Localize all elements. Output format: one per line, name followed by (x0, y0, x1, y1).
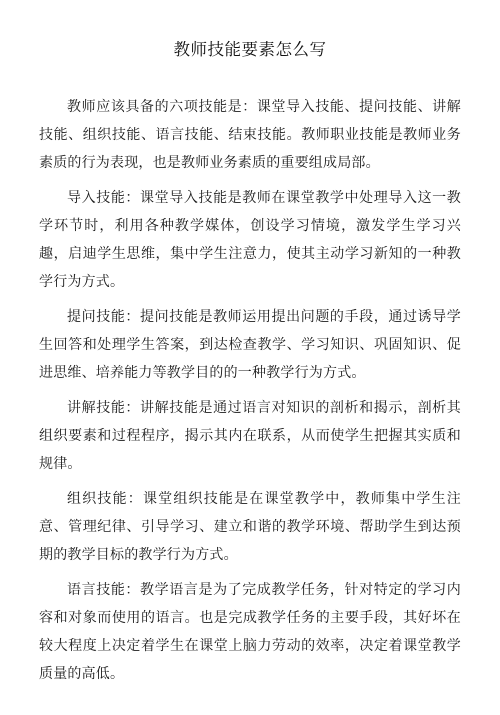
document-title: 教师技能要素怎么写 (173, 40, 327, 59)
paragraph-introduction-skill: 导入技能：课堂导入技能是教师在课堂教学中处理导入这一教学环节时，利用各种教学媒体，创设学习情境，激发学生学习兴趣，启迪学生思维，集中学生注意力，使其主动学习新知的一种教学行为方式。 (39, 190, 461, 290)
paragraph-questioning-skill: 提问技能：提问技能是教师运用提出问题的手段，通过诱导学生回答和处理学生答案，到达检查教学、学习知识、巩固知识、促进思维、培养能力等教学目的的一种教学行为方式。 (39, 309, 461, 381)
paragraph-intro: 教师应该具备的六项技能是：课堂导入技能、提问技能、讲解技能、组织技能、语言技能、结束技能。教师职业技能是教师业务素质的行为表现，也是教师业务素质的重要组成局部。 (39, 99, 461, 171)
paragraph-language-skill: 语言技能：教学语言是为了完成教学任务，针对特定的学习内容和对象而使用的语言。也是完成教学任务的主要手段，其好坏在较大程度上决定着学生在课堂上脑力劳动的效率，决定着课堂教学质量的高低。 (39, 582, 461, 682)
document-body (39, 93, 461, 688)
paragraph-explaining-skill: 讲解技能：讲解技能是通过语言对知识的剖析和揭示，剖析其组织要素和过程程序，揭示其内在联系，从而使学生把握其实质和规律。 (39, 400, 461, 472)
paragraph-organizing-skill: 组织技能：课堂组织技能是在课堂教学中，教师集中学生注意、管理纪律、引导学习、建立和谐的教学环境、帮助学生到达预期的教学目标的教学行为方式。 (39, 491, 461, 563)
